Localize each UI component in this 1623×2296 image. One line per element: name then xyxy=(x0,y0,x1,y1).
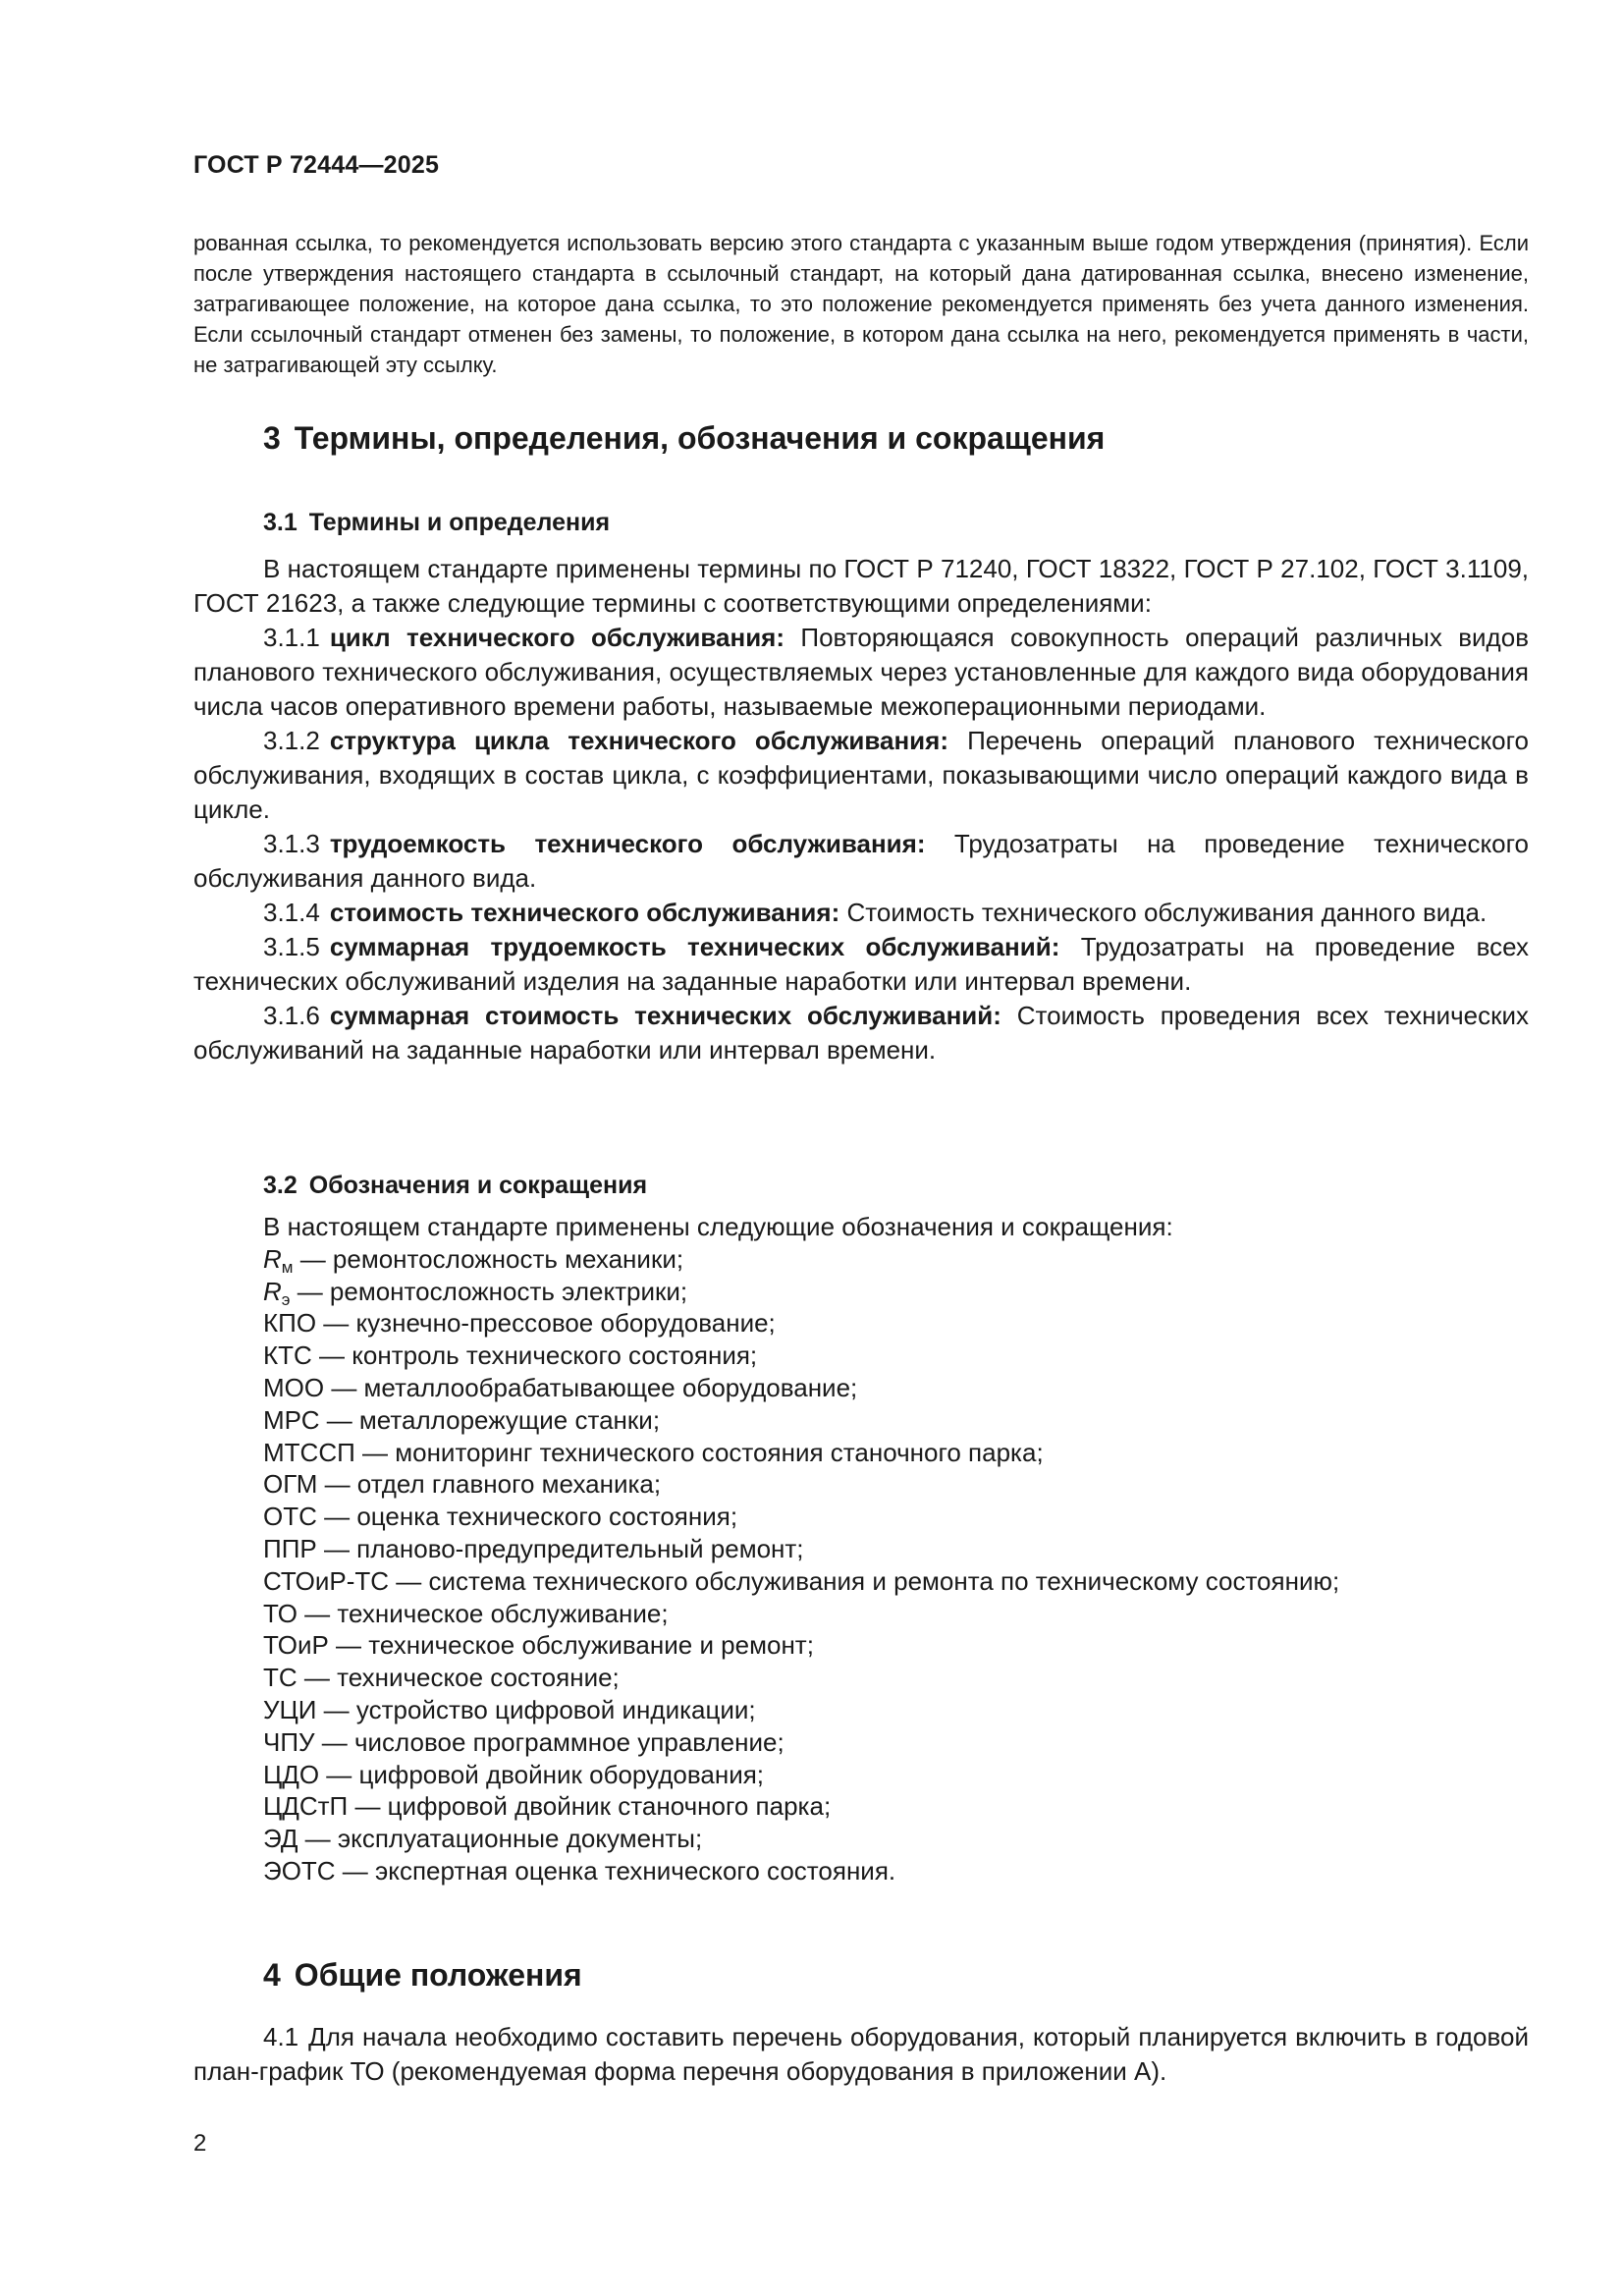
term-name: цикл технического обслуживания: xyxy=(329,623,785,652)
abbreviation-item: СТОиР-ТС — система технического обслуживания и ремонта по техническому состоянию; xyxy=(263,1565,1340,1596)
term-3-1-3 xyxy=(193,827,1529,896)
abbreviation-item: МТССП — мониторинг технического состояния станочного парка; xyxy=(263,1437,1044,1467)
term-3-1-1 xyxy=(193,621,1529,724)
term-definition: Трудозатраты на проведение технического обслуживания данного вида. xyxy=(193,829,1529,893)
term-number: 3.1.5 xyxy=(263,932,320,961)
section-3-heading xyxy=(263,420,1105,457)
symbol-subscript: э xyxy=(281,1289,291,1309)
term-name: трудоемкость технического обслуживания: xyxy=(329,829,926,858)
abbreviation-item: ТС — техническое состояние; xyxy=(263,1663,620,1693)
term-definition: Перечень операций планового технического обслуживания, входящих в состав цикла, с коэффициентами, показывающими число операций каждого вида в цикле. xyxy=(193,726,1530,824)
term-3-1-6 xyxy=(193,999,1529,1067)
term-number: 3.1.1 xyxy=(263,623,320,652)
section-4-title: Общие положения xyxy=(294,1957,582,1993)
term-3-1-4 xyxy=(193,896,1529,930)
term-definition: Трудозатраты на проведение всех технических обслуживаний изделия на заданные наработки или интервал времени. xyxy=(193,932,1529,996)
abbreviation-item: ТОиР — техническое обслуживание и ремонт; xyxy=(263,1630,814,1661)
symbol-base: R xyxy=(263,1276,282,1306)
symbol-item xyxy=(263,1243,1530,1276)
document-header: ГОСТ Р 72444—2025 xyxy=(193,151,440,179)
paragraph-number: 4.1 xyxy=(263,2022,299,2051)
abbreviation-item: ЭД — эксплуатационные документы; xyxy=(263,1824,703,1854)
symbol-subscript: м xyxy=(281,1257,294,1277)
term-number: 3.1.3 xyxy=(263,829,320,858)
symbol-base: R xyxy=(263,1243,282,1274)
section-4-body xyxy=(193,2020,1529,2089)
term-name: стоимость технического обслуживания: xyxy=(329,898,840,927)
term-number: 3.1.2 xyxy=(263,726,320,755)
abbreviation-item: ОТС — оценка технического состояния; xyxy=(263,1502,738,1532)
section-4-heading xyxy=(263,1957,582,1994)
abbreviation-item: ОГМ — отдел главного механика; xyxy=(263,1469,662,1500)
term-3-1-5 xyxy=(193,930,1529,999)
paragraph-4-1 xyxy=(193,2020,1529,2089)
paragraph-text: Для начала необходимо составить перечень оборудования, который планируется включить в годовой план-график ТО (рекомендуемая форма перечня оборудования в приложении А). xyxy=(193,2022,1529,2086)
terms-intro: В настоящем стандарте применены термины по ГОСТ Р 71240, ГОСТ 18322, ГОСТ Р 27.102, ГОСТ 3.1109, ГОСТ 21623, а также следующие термины с соответствующими определениями: xyxy=(193,554,1529,618)
abbreviation-item: ТО — техническое обслуживание; xyxy=(263,1598,669,1628)
term-definition: Стоимость технического обслуживания данного вида. xyxy=(846,898,1488,927)
abbreviation-item: УЦИ — устройство цифровой индикации; xyxy=(263,1694,756,1724)
symbol-definition: — ремонтосложность механики; xyxy=(293,1243,684,1274)
abbreviations-list xyxy=(263,1211,1530,1887)
abbreviations-intro: В настоящем стандарте применены следующие обозначения и сокращения: xyxy=(263,1212,1173,1241)
subsection-3-2-heading xyxy=(263,1172,647,1200)
abbreviation-item: КТС — контроль технического состояния; xyxy=(263,1340,758,1371)
abbreviation-item: ЧПУ — числовое программное управление; xyxy=(263,1726,784,1757)
page-number: 2 xyxy=(193,2130,207,2157)
section-3-number: 3 xyxy=(263,420,281,456)
abbreviation-item: ЦДСтП — цифровой двойник станочного парка; xyxy=(263,1791,832,1822)
subsection-3-1-heading xyxy=(263,509,610,537)
abbreviation-item: ППР — планово-предупредительный ремонт; xyxy=(263,1533,804,1563)
symbol-definition: — ремонтосложность электрики; xyxy=(290,1276,688,1306)
abbreviation-item: МРС — металлорежущие станки; xyxy=(263,1404,661,1435)
term-number: 3.1.4 xyxy=(263,898,320,927)
section-3-title: Термины, определения, обозначения и сокращения xyxy=(294,420,1106,456)
subsection-3-1-number: 3.1 xyxy=(263,509,298,536)
subsection-3-1-title: Термины и определения xyxy=(308,509,611,536)
term-definition: Стоимость проведения всех технических обслуживаний на заданные наработки или интервал времени. xyxy=(193,1001,1529,1065)
continuation-paragraph: рованная ссылка, то рекомендуется использовать версию этого стандарта с указанным выше годом утверждения (принятия). Если после утверждения настоящего стандарта в ссылочный стандарт, на который дана датированная ссылка, внесено изменение, затрагивающее положение, на которое дана ссылка, то это положение рекомендуется применять без учета данного изменения. Если ссылочный стандарт отменен без замены, то положение, в котором дана ссылка на него, рекомендуется применять в части, не затрагивающей эту ссылку. xyxy=(193,231,1529,377)
term-number: 3.1.6 xyxy=(263,1001,320,1030)
abbreviation-item: МОО — металлообрабатывающее оборудование; xyxy=(263,1372,858,1402)
term-name: суммарная трудоемкость технических обслуживаний: xyxy=(329,932,1060,961)
term-name: структура цикла технического обслуживания: xyxy=(329,726,948,755)
subsection-3-2-title: Обозначения и сокращения xyxy=(308,1172,648,1199)
section-4-number: 4 xyxy=(263,1957,281,1993)
term-3-1-2 xyxy=(193,724,1529,827)
term-name: суммарная стоимость технических обслуживаний: xyxy=(329,1001,1001,1030)
terms-block xyxy=(193,552,1529,1067)
term-definition: Повторяющаяся совокупность операций различных видов планового технического обслуживания, осуществляемых через установленные для каждого вида оборудования числа часов оперативного времени работы, называемые межоперационными периодами. xyxy=(193,623,1529,721)
abbreviation-item: ЦДО — цифровой двойник оборудования; xyxy=(263,1759,765,1789)
symbol-item xyxy=(263,1276,1530,1308)
abbreviation-item: КПО — кузнечно-прессовое оборудование; xyxy=(263,1308,776,1339)
abbreviation-item: ЭОТС — экспертная оценка технического состояния. xyxy=(263,1855,896,1886)
subsection-3-2-number: 3.2 xyxy=(263,1172,298,1199)
